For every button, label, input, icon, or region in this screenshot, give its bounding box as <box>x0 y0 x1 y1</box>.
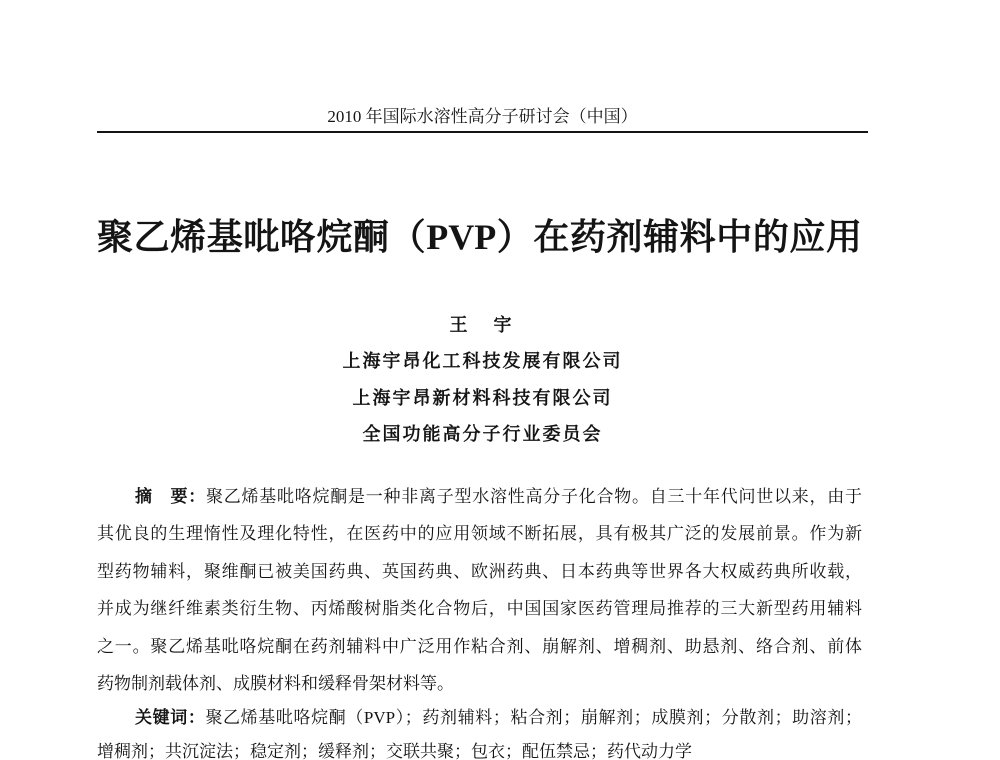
abstract-line: 型药物辅料，聚维酮已被美国药典、英国药典、欧洲药典、日本药典等世界各大权威药典所收载， <box>97 561 862 581</box>
abstract-line: 药物制剂载体剂、成膜材料和缓释骨架材料等。 <box>97 674 454 694</box>
keywords-line <box>97 701 862 735</box>
affiliation-list <box>97 343 868 453</box>
abstract-line <box>97 478 862 515</box>
keywords <box>97 701 862 760</box>
affiliation: 全国功能高分子行业委员会 <box>362 424 603 444</box>
abstract-line: 并成为继纤维素类衍生物、丙烯酸树脂类化合物后，中国国家医药管理局推荐的三大新型药用辅料 <box>97 599 862 619</box>
keywords-text: 聚乙烯基吡咯烷酮（PVP）；药剂辅料；粘合剂；崩解剂；成膜剂；分散剂；助溶剂； <box>205 708 863 727</box>
abstract-line: 之一。聚乙烯基吡咯烷酮在药剂辅料中广泛用作粘合剂、崩解剂、增稠剂、助悬剂、络合剂、前体 <box>97 636 862 656</box>
conference-header: 2010 年国际水溶性高分子研讨会（中国） <box>327 107 638 126</box>
affiliation: 上海宇昂化工科技发展有限公司 <box>342 351 623 371</box>
abstract-line: 其优良的生理惰性及理化特性，在医药中的应用领域不断拓展，具有极其广泛的发展前景。作为新 <box>97 524 862 544</box>
author-name: 王 宇 <box>449 315 516 335</box>
abstract <box>97 478 862 702</box>
abstract-text: 聚乙烯基吡咯烷酮是一种非离子型水溶性高分子化合物。自三十年代问世以来，由于 <box>206 487 862 506</box>
affiliation: 上海宇昂新材料科技有限公司 <box>352 387 613 408</box>
header-rule <box>97 131 868 133</box>
keywords-label: 关键词： <box>135 708 206 727</box>
paper-title: 聚乙烯基吡咯烷酮（PVP）在药剂辅料中的应用 <box>97 217 862 257</box>
keywords-line: 增稠剂；共沉淀法；稳定剂；缓释剂；交联共聚；包衣；配伍禁忌；药代动力学 <box>97 742 692 760</box>
abstract-label: 摘 要： <box>135 487 206 506</box>
